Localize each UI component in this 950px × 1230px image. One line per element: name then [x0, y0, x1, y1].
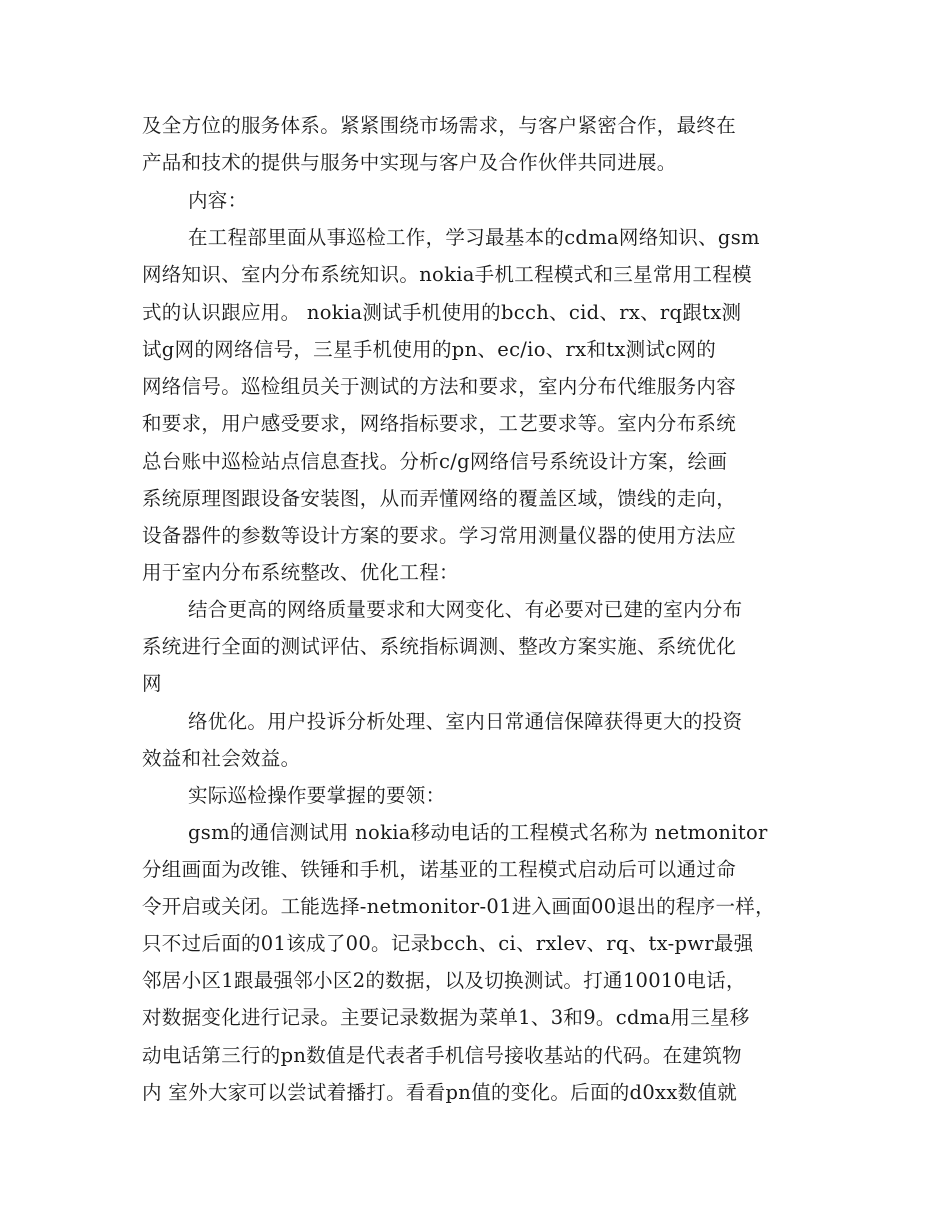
text-line: 只不过后面的01该成了00。记录bcch、ci、rxlev、rq、tx-pwr最强	[142, 932, 754, 955]
text-line: 令开启或关闭。工能选择-netmonitor-01进入画面00退出的程序一样，	[142, 895, 775, 918]
text-line: 对数据变化进行记录。主要记录数据为菜单1、3和9。cdma用三星移	[142, 1006, 750, 1029]
text-line: 在工程部里面从事巡检工作，学习最基本的cdma网络知识、gsm	[188, 226, 760, 249]
text-line: 式的认识跟应用。 nokia测试手机使用的bcch、cid、rx、rq跟tx测	[142, 301, 742, 324]
text-line: 系统进行全面的测试评估、系统指标调测、整改方案实施、系统优化	[142, 635, 737, 658]
text-line: 试g网的网络信号，三星手机使用的pn、ec/io、rx和tx测试c网的	[142, 338, 717, 361]
text-line: 网络知识、室内分布系统知识。nokia手机工程模式和三星常用工程模	[142, 263, 752, 286]
text-line: 网	[142, 672, 162, 695]
text-line: 动电话第三行的pn数值是代表者手机信号接收基站的代码。在建筑物	[142, 1044, 742, 1067]
text-line: 效益和社会效益。	[142, 747, 301, 770]
text-line: 产品和技术的提供与服务中实现与客户及合作伙伴共同进展。	[142, 151, 677, 174]
text-line: 分组画面为改锥、铁锤和手机，诺基亚的工程模式启动后可以通过命	[142, 858, 737, 881]
text-line: 结合更高的网络质量要求和大网变化、有必要对已建的室内分布	[188, 598, 743, 621]
text-line: 邻居小区1跟最强邻小区2的数据，以及切换测试。打通10010电话，	[142, 969, 746, 992]
text-line: 用于室内分布系统整改、优化工程：	[142, 561, 459, 584]
text-line: 络优化。用户投诉分析处理、室内日常通信保障获得更大的投资	[188, 710, 743, 733]
text-line: 和要求，用户感受要求，网络指标要求，工艺要求等。室内分布系统	[142, 412, 737, 435]
text-line: 及全方位的服务体系。紧紧围绕市场需求，与客户紧密合作，最终在	[142, 114, 737, 137]
section-heading: 内容：	[188, 189, 248, 212]
text-line: gsm的通信测试用 nokia移动电话的工程模式名称为 netmonitor	[188, 821, 768, 844]
section-heading: 实际巡检操作要掌握的要领：	[188, 784, 446, 807]
text-line: 系统原理图跟设备安装图，从而弄懂网络的覆盖区域，馈线的走向，	[142, 487, 737, 510]
text-line: 内 室外大家可以尝试着播打。看看pn值的变化。后面的d0xx数值就	[142, 1081, 738, 1104]
text-line: 设备器件的参数等设计方案的要求。学习常用测量仪器的使用方法应	[142, 524, 737, 547]
text-line: 总台账中巡检站点信息查找。分析c/g网络信号系统设计方案，绘画	[142, 450, 728, 473]
text-line: 网络信号。巡检组员关于测试的方法和要求，室内分布代维服务内容	[142, 375, 737, 398]
